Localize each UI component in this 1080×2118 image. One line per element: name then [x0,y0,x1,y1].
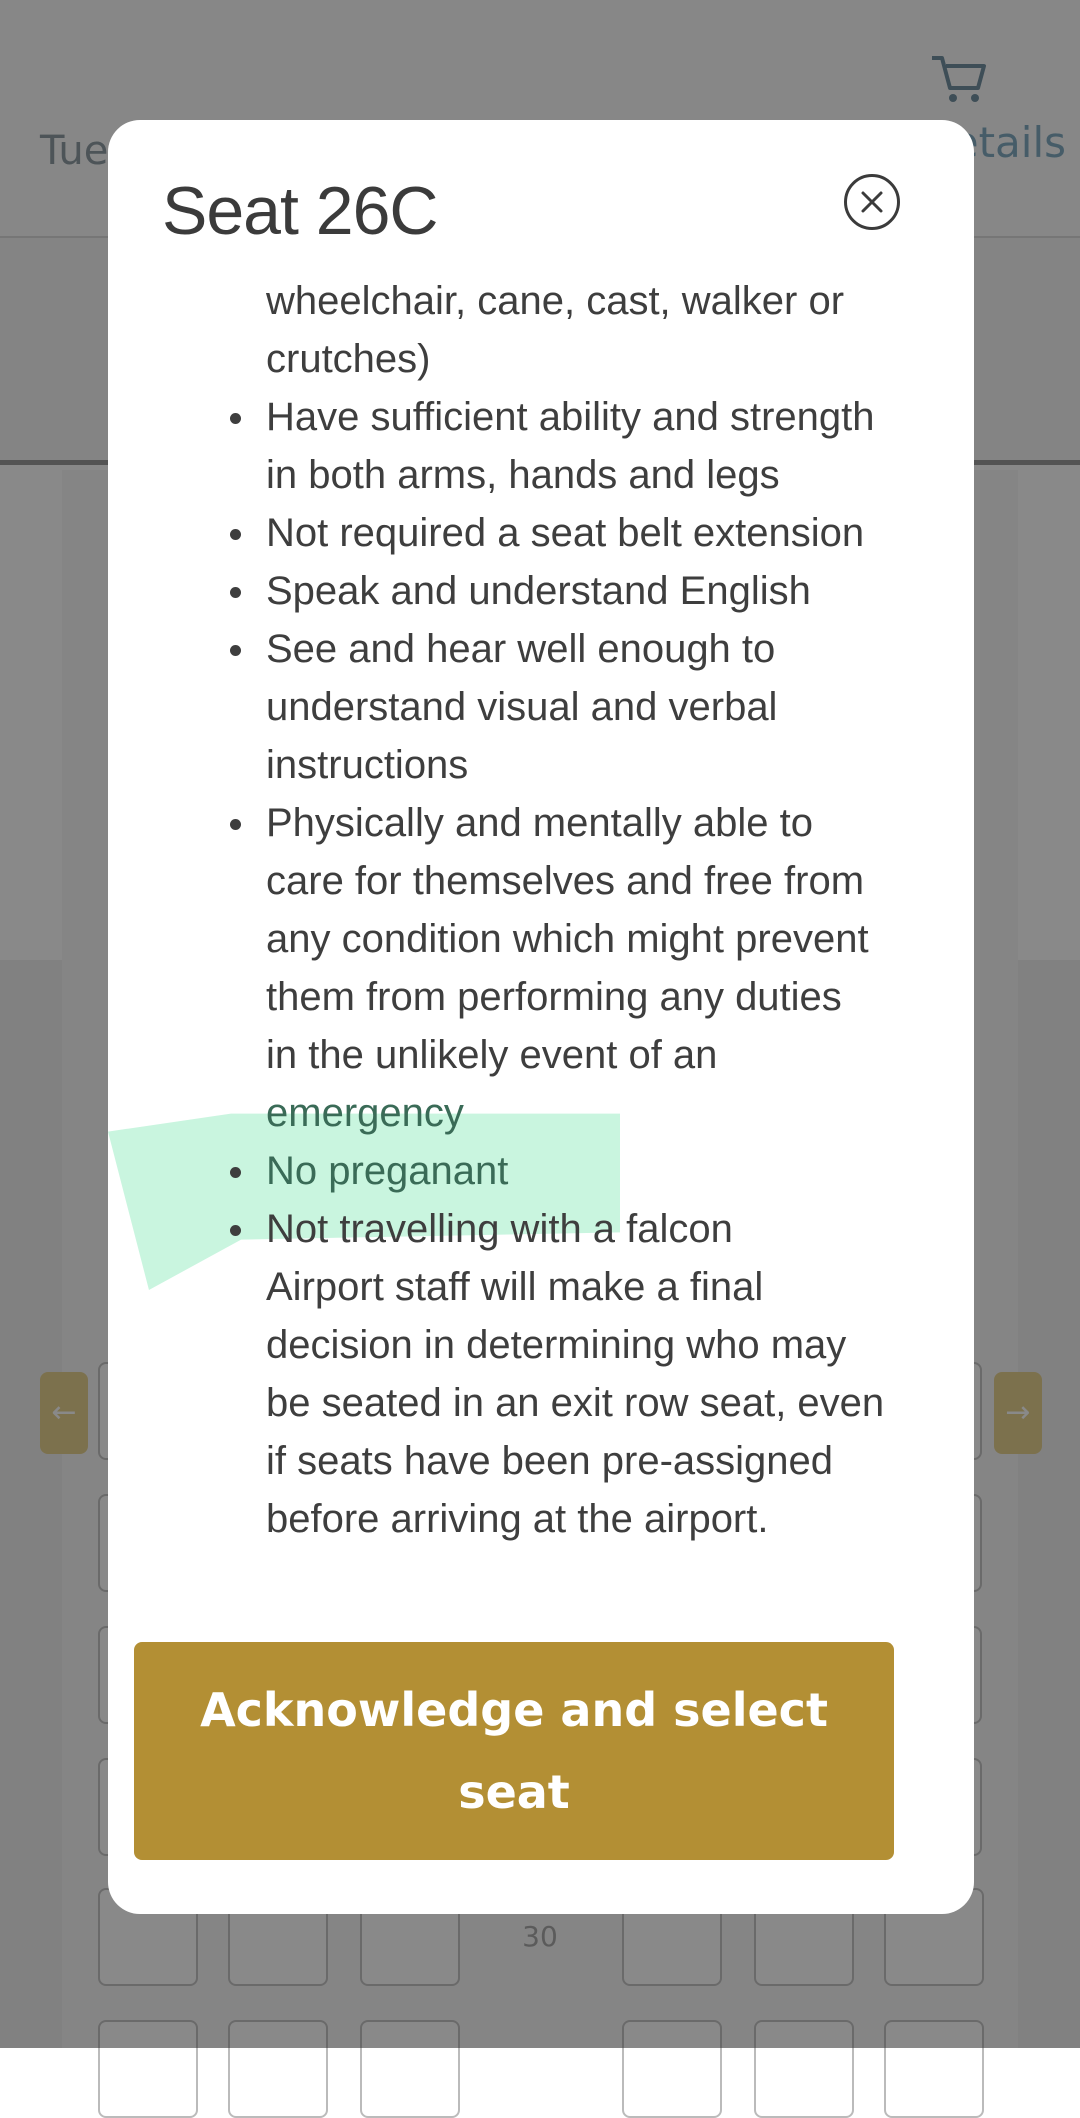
seat-info-modal [108,120,974,1914]
close-icon [860,190,884,214]
list-item: See and hear well enough to [108,620,974,678]
list-item-continuation: emergency [266,1091,464,1135]
note-line: be seated in an exit row seat, even [266,1381,885,1425]
bullet-icon [230,645,241,656]
list-item-continuation: any condition which might prevent [266,917,869,961]
list-item-continuation: in the unlikely event of an [266,1033,718,1077]
modal-scroll-content[interactable] [108,279,974,1686]
bullet-icon [230,413,241,424]
requirements-text [108,272,974,1548]
bullet-icon [230,587,241,598]
list-item-continuation: instructions [266,743,469,787]
list-item-continuation: them from performing any duties [266,975,842,1019]
note-line: Airport staff will make a final [266,1265,764,1309]
list-item: Not travelling with a falcon [108,1200,974,1258]
list-item: Speak and understand English [108,562,974,620]
list-item-continuation: understand visual and verbal [266,685,778,729]
list-item: No preganant [108,1142,974,1200]
bullet-icon [230,529,241,540]
list-item: Physically and mentally able to [108,794,974,852]
list-item: Have sufficient ability and strength [108,388,974,446]
bullet-icon [230,1225,241,1236]
list-item-continuation: wheelchair, cane, cast, walker or [266,279,845,323]
requirements-list [108,272,974,1548]
list-item: Not required a seat belt extension [108,504,974,562]
list-item-continuation: in both arms, hands and legs [266,453,780,497]
list-item-continuation: crutches) [266,337,431,381]
modal-title: Seat 26C [162,173,438,249]
bullet-icon [230,1167,241,1178]
note-line: if seats have been pre-assigned [266,1439,834,1483]
note-line: decision in determining who may [266,1323,847,1367]
acknowledge-select-seat-button[interactable]: Acknowledge and select seat [134,1642,894,1860]
close-button[interactable] [844,174,900,230]
bullet-icon [230,819,241,830]
note-line: before arriving at the airport. [266,1497,769,1541]
list-item-continuation: care for themselves and free from [266,859,865,903]
